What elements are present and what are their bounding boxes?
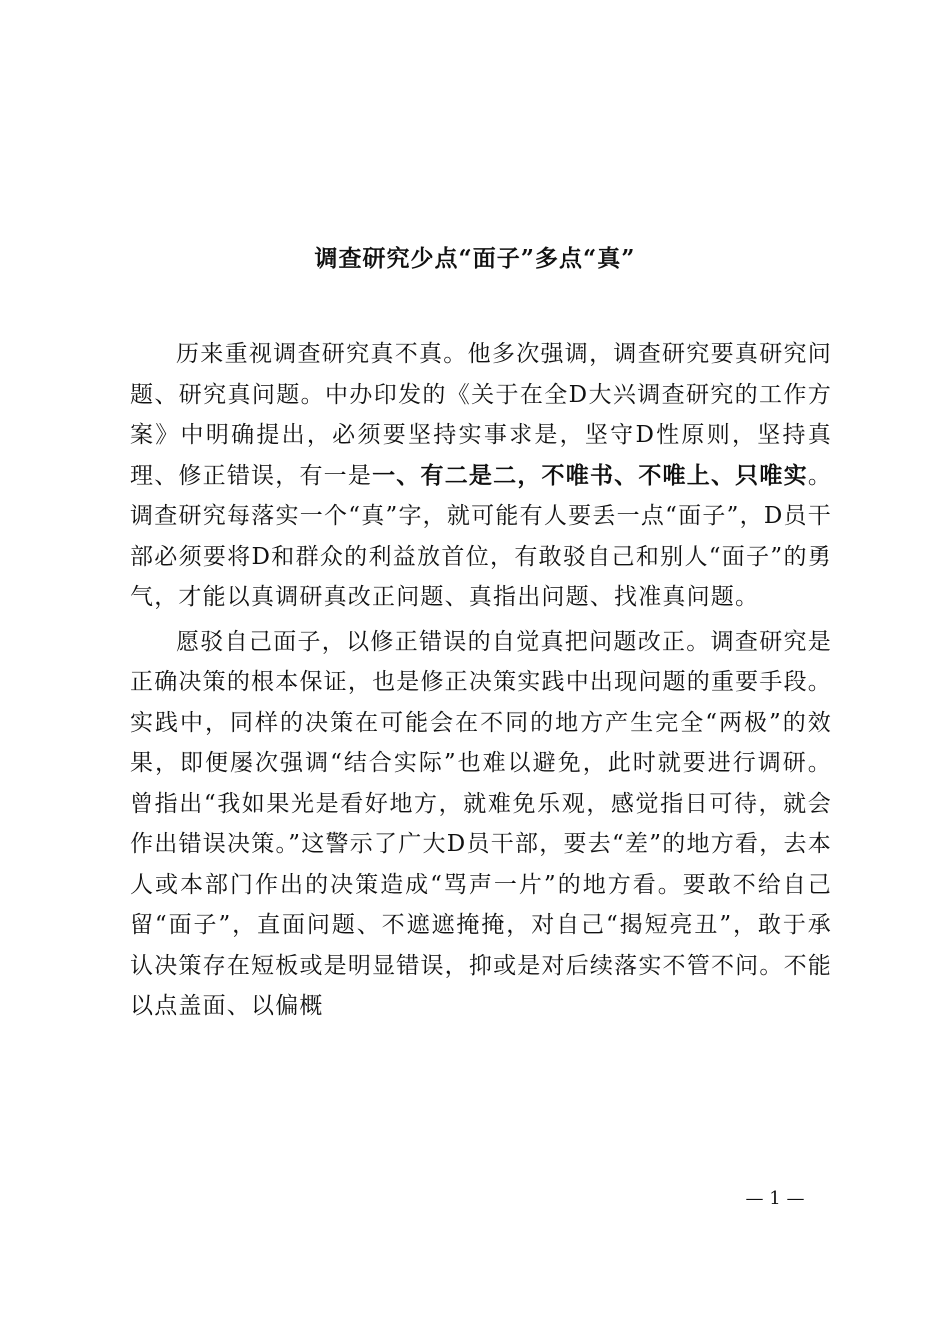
paragraph-1-text-b: 。调查研究每落实一个“真”字，就可能有人要丢一点“面子”，D员干部必须要将D和群众的利益放首位，有敢驳自己和别人“面子”的勇气，才能以真调研真改正问题、真指出问题、找准真问题。	[130, 462, 833, 610]
document-title: 调查研究少点“面子”多点“真”	[314, 245, 636, 272]
paragraph-1-emphasis: 一、有二是二，不唯书、不唯上、只唯实	[372, 462, 808, 489]
paragraph-2: 愿驳自己面子，以修正错误的自觉真把问题改正。调查研究是正确决策的根本保证，也是修正决策实践中出现问题的重要手段。实践中，同样的决策在可能会在不同的地方产生完全“两极”的效果，即便屡次强调“结合实际”也难以避免，此时就要进行调研。曾指出“我如果光是看好地方，就难免乐观，感觉指日可待，就会作出错误决策。”这警示了广大D员干部，要去“差”的地方看，去本人或本部门作出的决策造成“骂声一片”的地方看。要敢不给自己留“面子”，直面问题、不遮遮掩掩，对自己“揭短亮丑”，敢于承认决策存在短板或是明显错误，抑或是对后续落实不管不问。不能以点盖面、以偏概	[130, 628, 832, 1019]
page-number: — 1 —	[745, 1188, 805, 1209]
paragraph-1	[130, 334, 832, 618]
paragraph-1-text-a: 历来重视调查研究真不真。他多次强调，调查研究要真研究问题、研究真问题。中办印发的《关于在全D大兴调查研究的工作方案》中明确提出，必须要坚持实事求是，坚守D性原则，坚持真理、修正错误，有一是	[130, 341, 832, 489]
document-body	[130, 334, 832, 1027]
